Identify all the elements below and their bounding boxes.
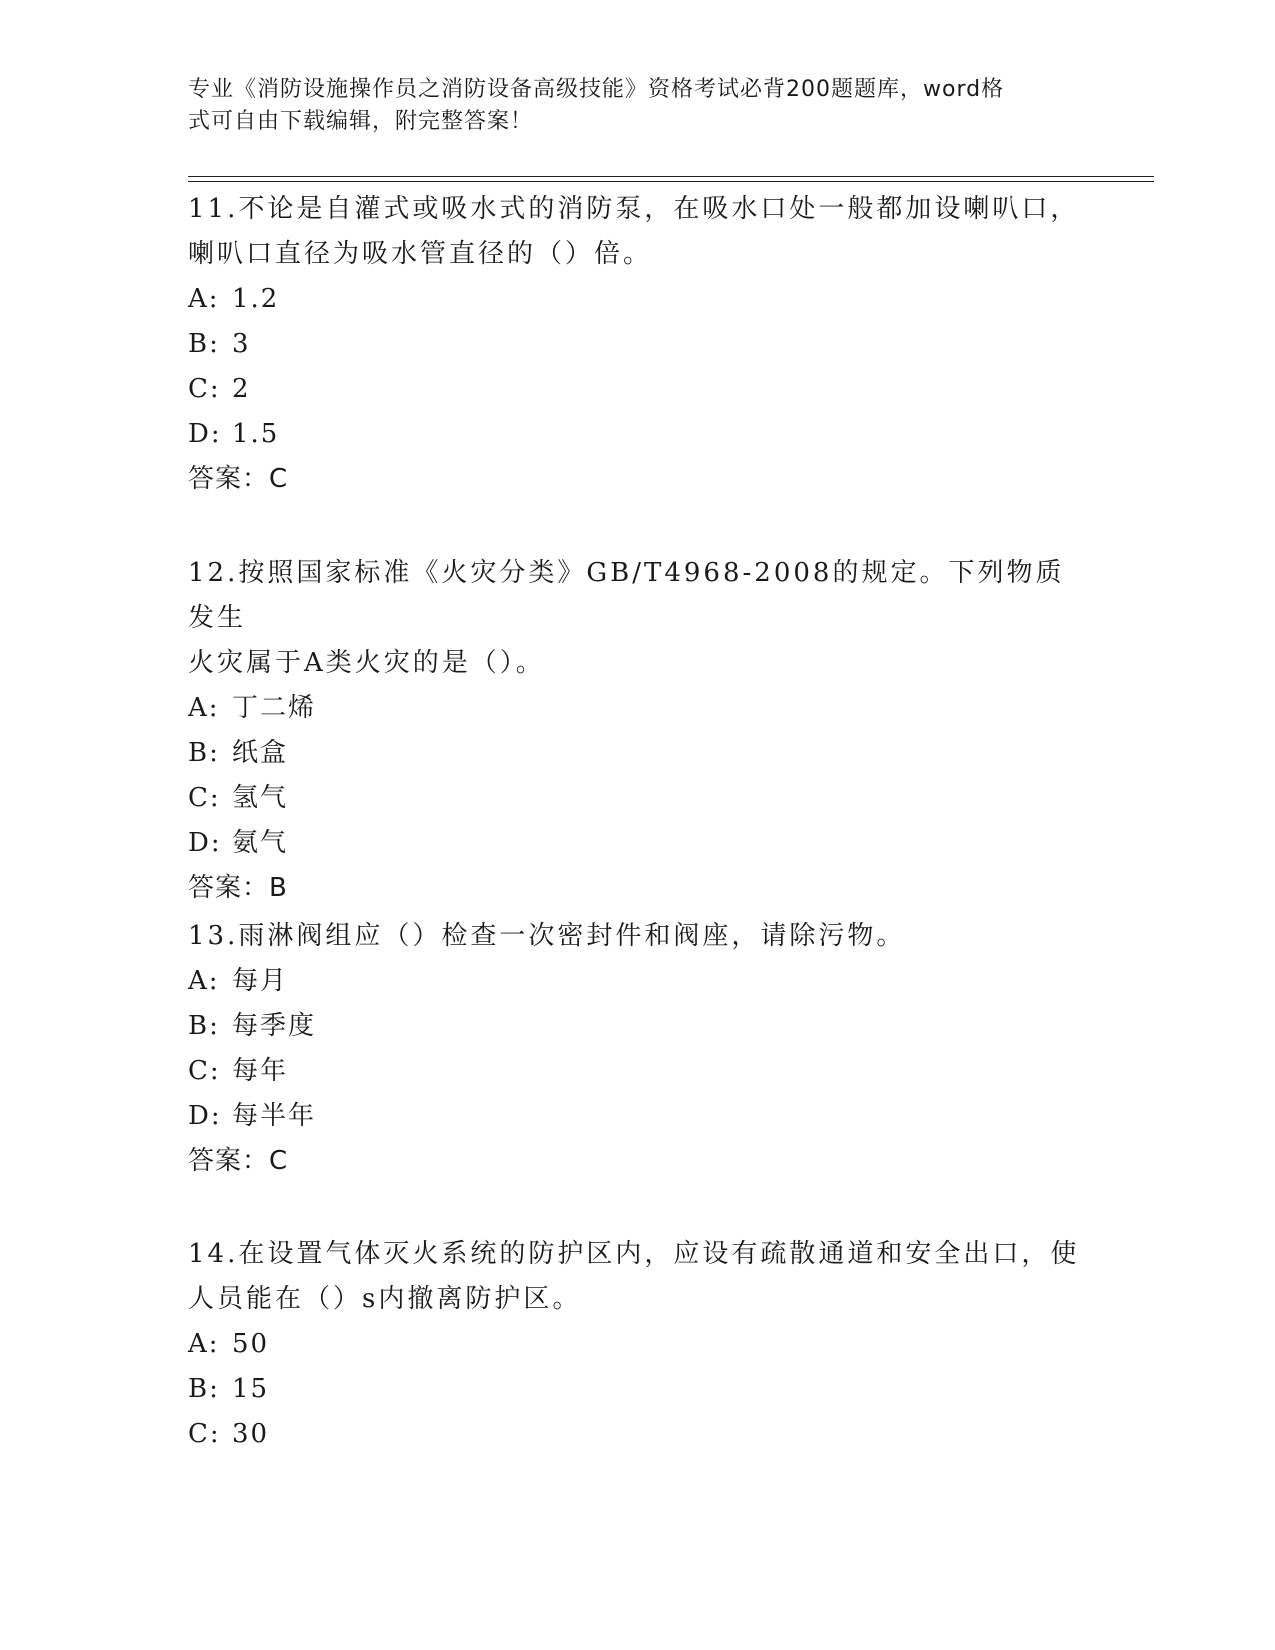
header-divider-top bbox=[188, 176, 1154, 177]
stem-line-2: 喇叭口直径为吸水管直径的（）倍。 bbox=[188, 239, 653, 269]
option-a: A: 1.2 bbox=[188, 284, 280, 314]
header-divider-bottom bbox=[188, 181, 1154, 182]
stem-line-1: 11.不论是自灌式或吸水式的消防泵，在吸水口处一般都加设喇叭口， bbox=[188, 194, 1080, 224]
answer-label: 答案：C bbox=[188, 464, 289, 494]
option-d: D: 每半年 bbox=[188, 1101, 317, 1131]
question-12 bbox=[188, 551, 1088, 911]
option-b: B: 3 bbox=[188, 329, 251, 359]
question-stem bbox=[188, 187, 1088, 277]
question-stem bbox=[188, 914, 1088, 959]
question-stem bbox=[188, 551, 1088, 686]
option-a: A: 50 bbox=[188, 1329, 270, 1359]
question-stem bbox=[188, 1232, 1088, 1322]
option-c: C: 2 bbox=[188, 374, 251, 404]
stem-line-2: 人员能在（）s内撤离防护区。 bbox=[188, 1284, 582, 1314]
option-c: C: 每年 bbox=[188, 1056, 289, 1086]
option-b: B: 15 bbox=[188, 1374, 270, 1404]
option-b: B: 纸盒 bbox=[188, 738, 289, 768]
option-c: C: 氢气 bbox=[188, 783, 289, 813]
answer-label: 答案：C bbox=[188, 1146, 289, 1176]
question-11 bbox=[188, 187, 1088, 502]
option-d: D: 氨气 bbox=[188, 828, 289, 858]
question-14 bbox=[188, 1232, 1088, 1457]
header-line-1: 专业《消防设施操作员之消防设备高级技能》资格考试必背200题题库，word格 bbox=[188, 77, 1005, 102]
answer-label: 答案：B bbox=[188, 873, 288, 903]
header-line-2: 式可自由下载编辑，附完整答案！ bbox=[188, 109, 534, 134]
option-c: C: 30 bbox=[188, 1419, 270, 1449]
option-a: A: 每月 bbox=[188, 966, 289, 996]
option-b: B: 每季度 bbox=[188, 1011, 317, 1041]
stem-line-1: 12.按照国家标准《火灾分类》GB/T4968-2008的规定。下列物质发生 bbox=[188, 558, 1065, 633]
option-a: A: 丁二烯 bbox=[188, 693, 317, 723]
stem-line-1: 13.雨淋阀组应（）检查一次密封件和阀座，请除污物。 bbox=[188, 921, 906, 951]
document-header bbox=[188, 74, 1068, 138]
stem-line-1: 14.在设置气体灭火系统的防护区内，应设有疏散通道和安全出口，使 bbox=[188, 1239, 1080, 1269]
question-13 bbox=[188, 914, 1088, 1184]
option-d: D: 1.5 bbox=[188, 419, 280, 449]
stem-line-2: 火灾属于A类火灾的是（）。 bbox=[188, 648, 545, 678]
